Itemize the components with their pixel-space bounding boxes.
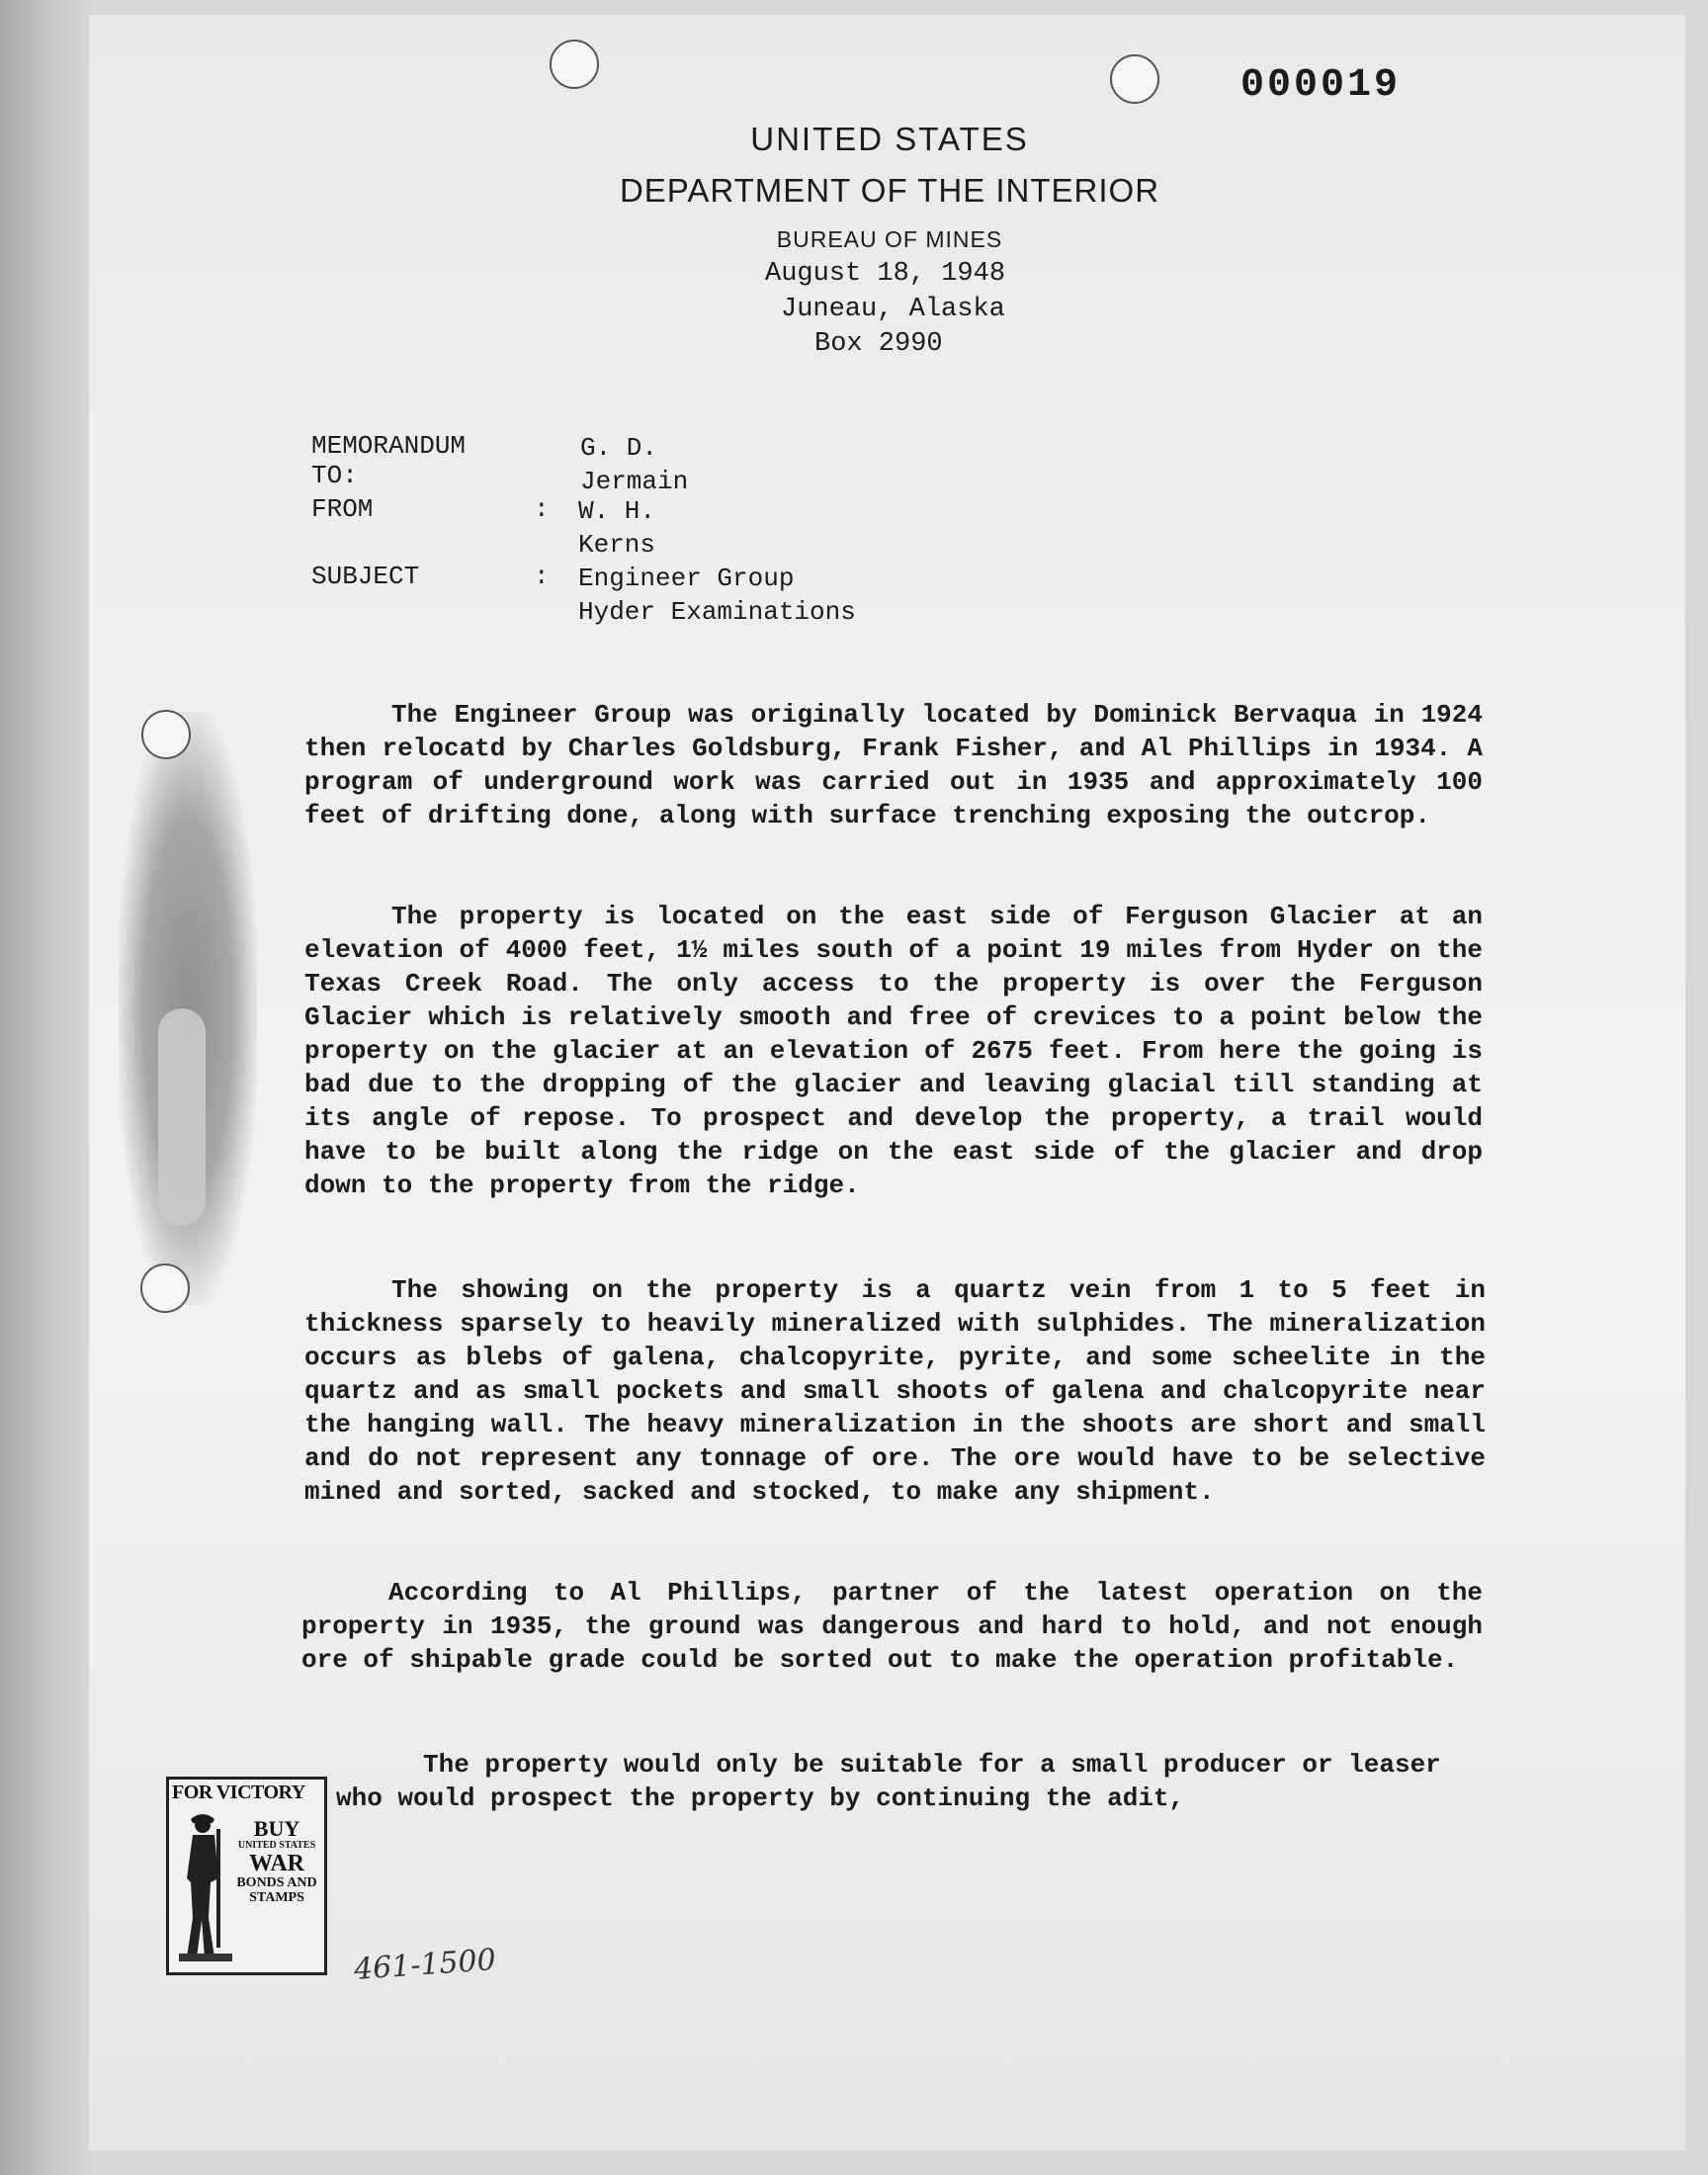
- stamp-war: WAR: [248, 1851, 304, 1876]
- stamp-stamps: STAMPS: [249, 1890, 304, 1905]
- letterhead-line-1: UNITED STATES: [750, 121, 1029, 157]
- stamp-buy: BUY: [253, 1816, 300, 1841]
- memo-to-label: MEMORANDUM TO:: [311, 431, 467, 490]
- paragraph-2: The property is located on the east side of Ferguson Glacier at an elevation of 4000 feet, 1½ miles south of a point 19 miles from Hyder on the Texas Creek Road. The only access to the property is over the Ferguson Glacier which is relatively smooth and free of crevices to a point below the property on the glacier at an elevation of 2675 feet. From here the going is bad due to the dropping of the glacier and leaving glacial till standing at its angle of repose. To prospect and develop the property, a trail would have to be built along the ridge on the east side of the glacier and drop down to the property from the ridge.: [304, 902, 1483, 1200]
- letterhead-line-2: DEPARTMENT OF THE INTERIOR: [619, 172, 1160, 209]
- memo-subject-value: Engineer Group Hyder Examinations: [578, 564, 856, 627]
- memo-from-value: W. H. Kerns: [578, 496, 656, 560]
- handwritten-note: 461-1500: [352, 1943, 497, 1987]
- war-bonds-stamp: [166, 1777, 327, 1975]
- binding-smudge-highlight: [158, 1008, 206, 1226]
- city: Juneau, Alaska: [781, 295, 1005, 324]
- punch-hole-left-upper: [141, 710, 191, 759]
- scan-shadow: [0, 0, 94, 2175]
- box-number: Box 2990: [814, 329, 943, 359]
- punch-hole-top-left: [550, 40, 599, 89]
- memo-from-colon: :: [534, 494, 550, 524]
- paragraph-4: According to Al Phillips, partner of the latest operation on the property in 1935, the ground was dangerous and hard to hold, and not enough ore of shipable grade could be sorted out to make the operation profitable.: [301, 1578, 1483, 1675]
- letterhead-line-3: BUREAU OF MINES: [776, 226, 1003, 252]
- memo-subject-colon: :: [534, 562, 550, 591]
- memo-from-label: FROM: [311, 494, 374, 524]
- stamp-top-text: FOR VICTORY: [172, 1782, 305, 1803]
- minuteman-icon: [175, 1809, 234, 1965]
- date: August 18, 1948: [765, 259, 1006, 289]
- document-number: 000019: [1240, 63, 1402, 108]
- paragraph-5: The property would only be suitable for a small producer or leaser who would prospect the property by continuing the adit,: [336, 1750, 1441, 1813]
- memo-to-value: G. D. Jermain: [580, 433, 689, 496]
- stamp-united-states: UNITED STATES: [237, 1840, 316, 1851]
- stamp-words: [232, 1817, 321, 1906]
- punch-hole-top-right: [1110, 54, 1159, 104]
- paragraph-3: The showing on the property is a quartz vein from 1 to 5 feet in thickness sparsely to heavily mineralized with sulphides. The mineralization occurs as blebs of galena, chalcopyrite, pyrite, and some scheelite in the quartz and as small pockets and small shoots of galena and chalcopyrite near the hanging wall. The heavy mineralization in the shoots are short and small and do not represent any tonnage of ore. The ore would have to be selective mined and sorted, sacked and stocked, to make any shipment.: [304, 1275, 1486, 1507]
- memo-subject-label: SUBJECT: [311, 562, 420, 591]
- paragraph-1: The Engineer Group was originally located by Dominick Bervaqua in 1924 then relocatd by Charles Goldsburg, Frank Fisher, and Al Phillips in 1934. A program of underground work was carried out in 1935 and approximately 100 feet of drifting done, along with surface trenching exposing the outcrop.: [304, 700, 1483, 830]
- punch-hole-left-lower: [140, 1263, 190, 1313]
- stamp-bonds-and: BONDS AND: [236, 1875, 317, 1890]
